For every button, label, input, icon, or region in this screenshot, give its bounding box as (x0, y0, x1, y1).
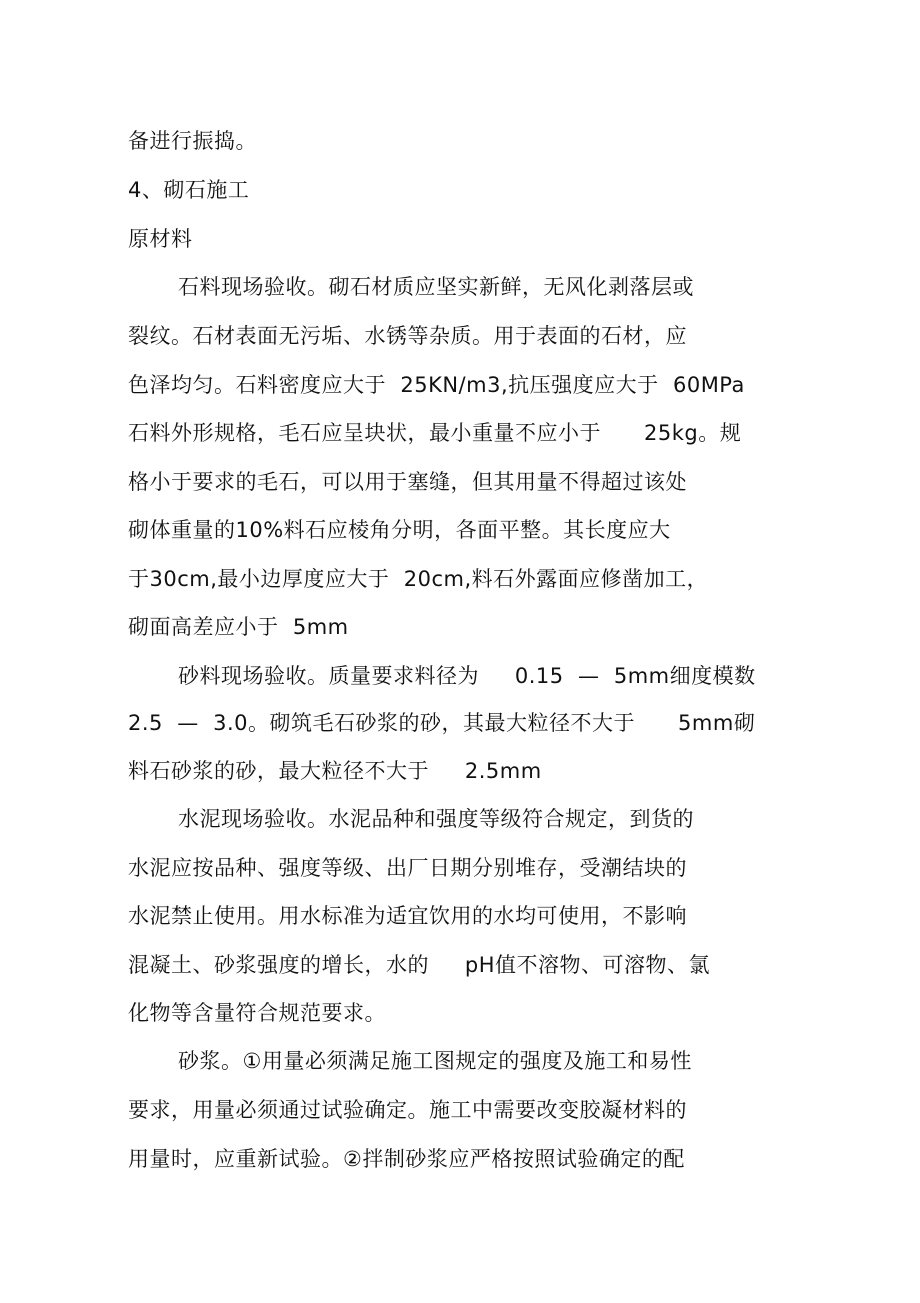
text-line-18: 混凝土、砂浆强度的增长，水的 pH值不溶物、可溶物、氯 (128, 953, 710, 977)
section-heading: 4、砌石施工 (128, 178, 250, 202)
text-line-16: 水泥应按品种、强度等级、出厂日期分别堆存，受潮结块的 (128, 856, 687, 880)
text-line-1: 备进行振捣。 (128, 129, 257, 153)
text-line-5: 裂纹。石材表面无污垢、水锈等杂质。用于表面的石材，应 (128, 324, 687, 348)
text-line-10: 于30cm,最小边厚度应大于 20cm,料石外露面应修凿加工， (128, 567, 709, 591)
text-line-9: 砌体重量的10%料石应棱角分明，各面平整。其长度应大 (128, 518, 671, 542)
subsection-heading: 原材料 (128, 227, 193, 251)
text-line-15: 水泥现场验收。水泥品种和强度等级符合规定，到货的 (178, 807, 694, 831)
text-line-4: 石料现场验收。砌石材质应坚实新鲜，无风化剥落层或 (178, 275, 694, 299)
text-line-14: 料石砂浆的砂，最大粒径不大于 2.5mm (128, 759, 542, 783)
text-line-13: 2.5 — 3.0。砌筑毛石砂浆的砂，其最大粒径不大于 5mm砌 (128, 711, 756, 735)
text-line-21: 要求，用量必须通过试验确定。施工中需要改变胶凝材料的 (128, 1098, 687, 1122)
text-line-12: 砂料现场验收。质量要求料径为 0.15 — 5mm细度模数 (178, 664, 756, 688)
text-line-20: 砂浆。①用量必须满足施工图规定的强度及施工和易性 (178, 1049, 692, 1073)
text-line-17: 水泥禁止使用。用水标准为适宜饮用的水均可使用，不影响 (128, 904, 687, 928)
text-line-22: 用量时，应重新试验。②拌制砂浆应严格按照试验确定的配 (128, 1147, 685, 1171)
text-line-7: 石料外形规格，毛石应呈块状，最小重量不应小于 25kg。规 (128, 421, 742, 445)
text-line-8: 格小于要求的毛石，可以用于塞缝，但其用量不得超过该处 (128, 470, 687, 494)
text-line-6: 色泽均匀。石料密度应大于 25KN/m3,抗压强度应大于 60MPa (128, 373, 745, 397)
text-line-11: 砌面高差应小于 5mm (128, 615, 349, 639)
text-line-19: 化物等含量符合规范要求。 (128, 1001, 386, 1025)
